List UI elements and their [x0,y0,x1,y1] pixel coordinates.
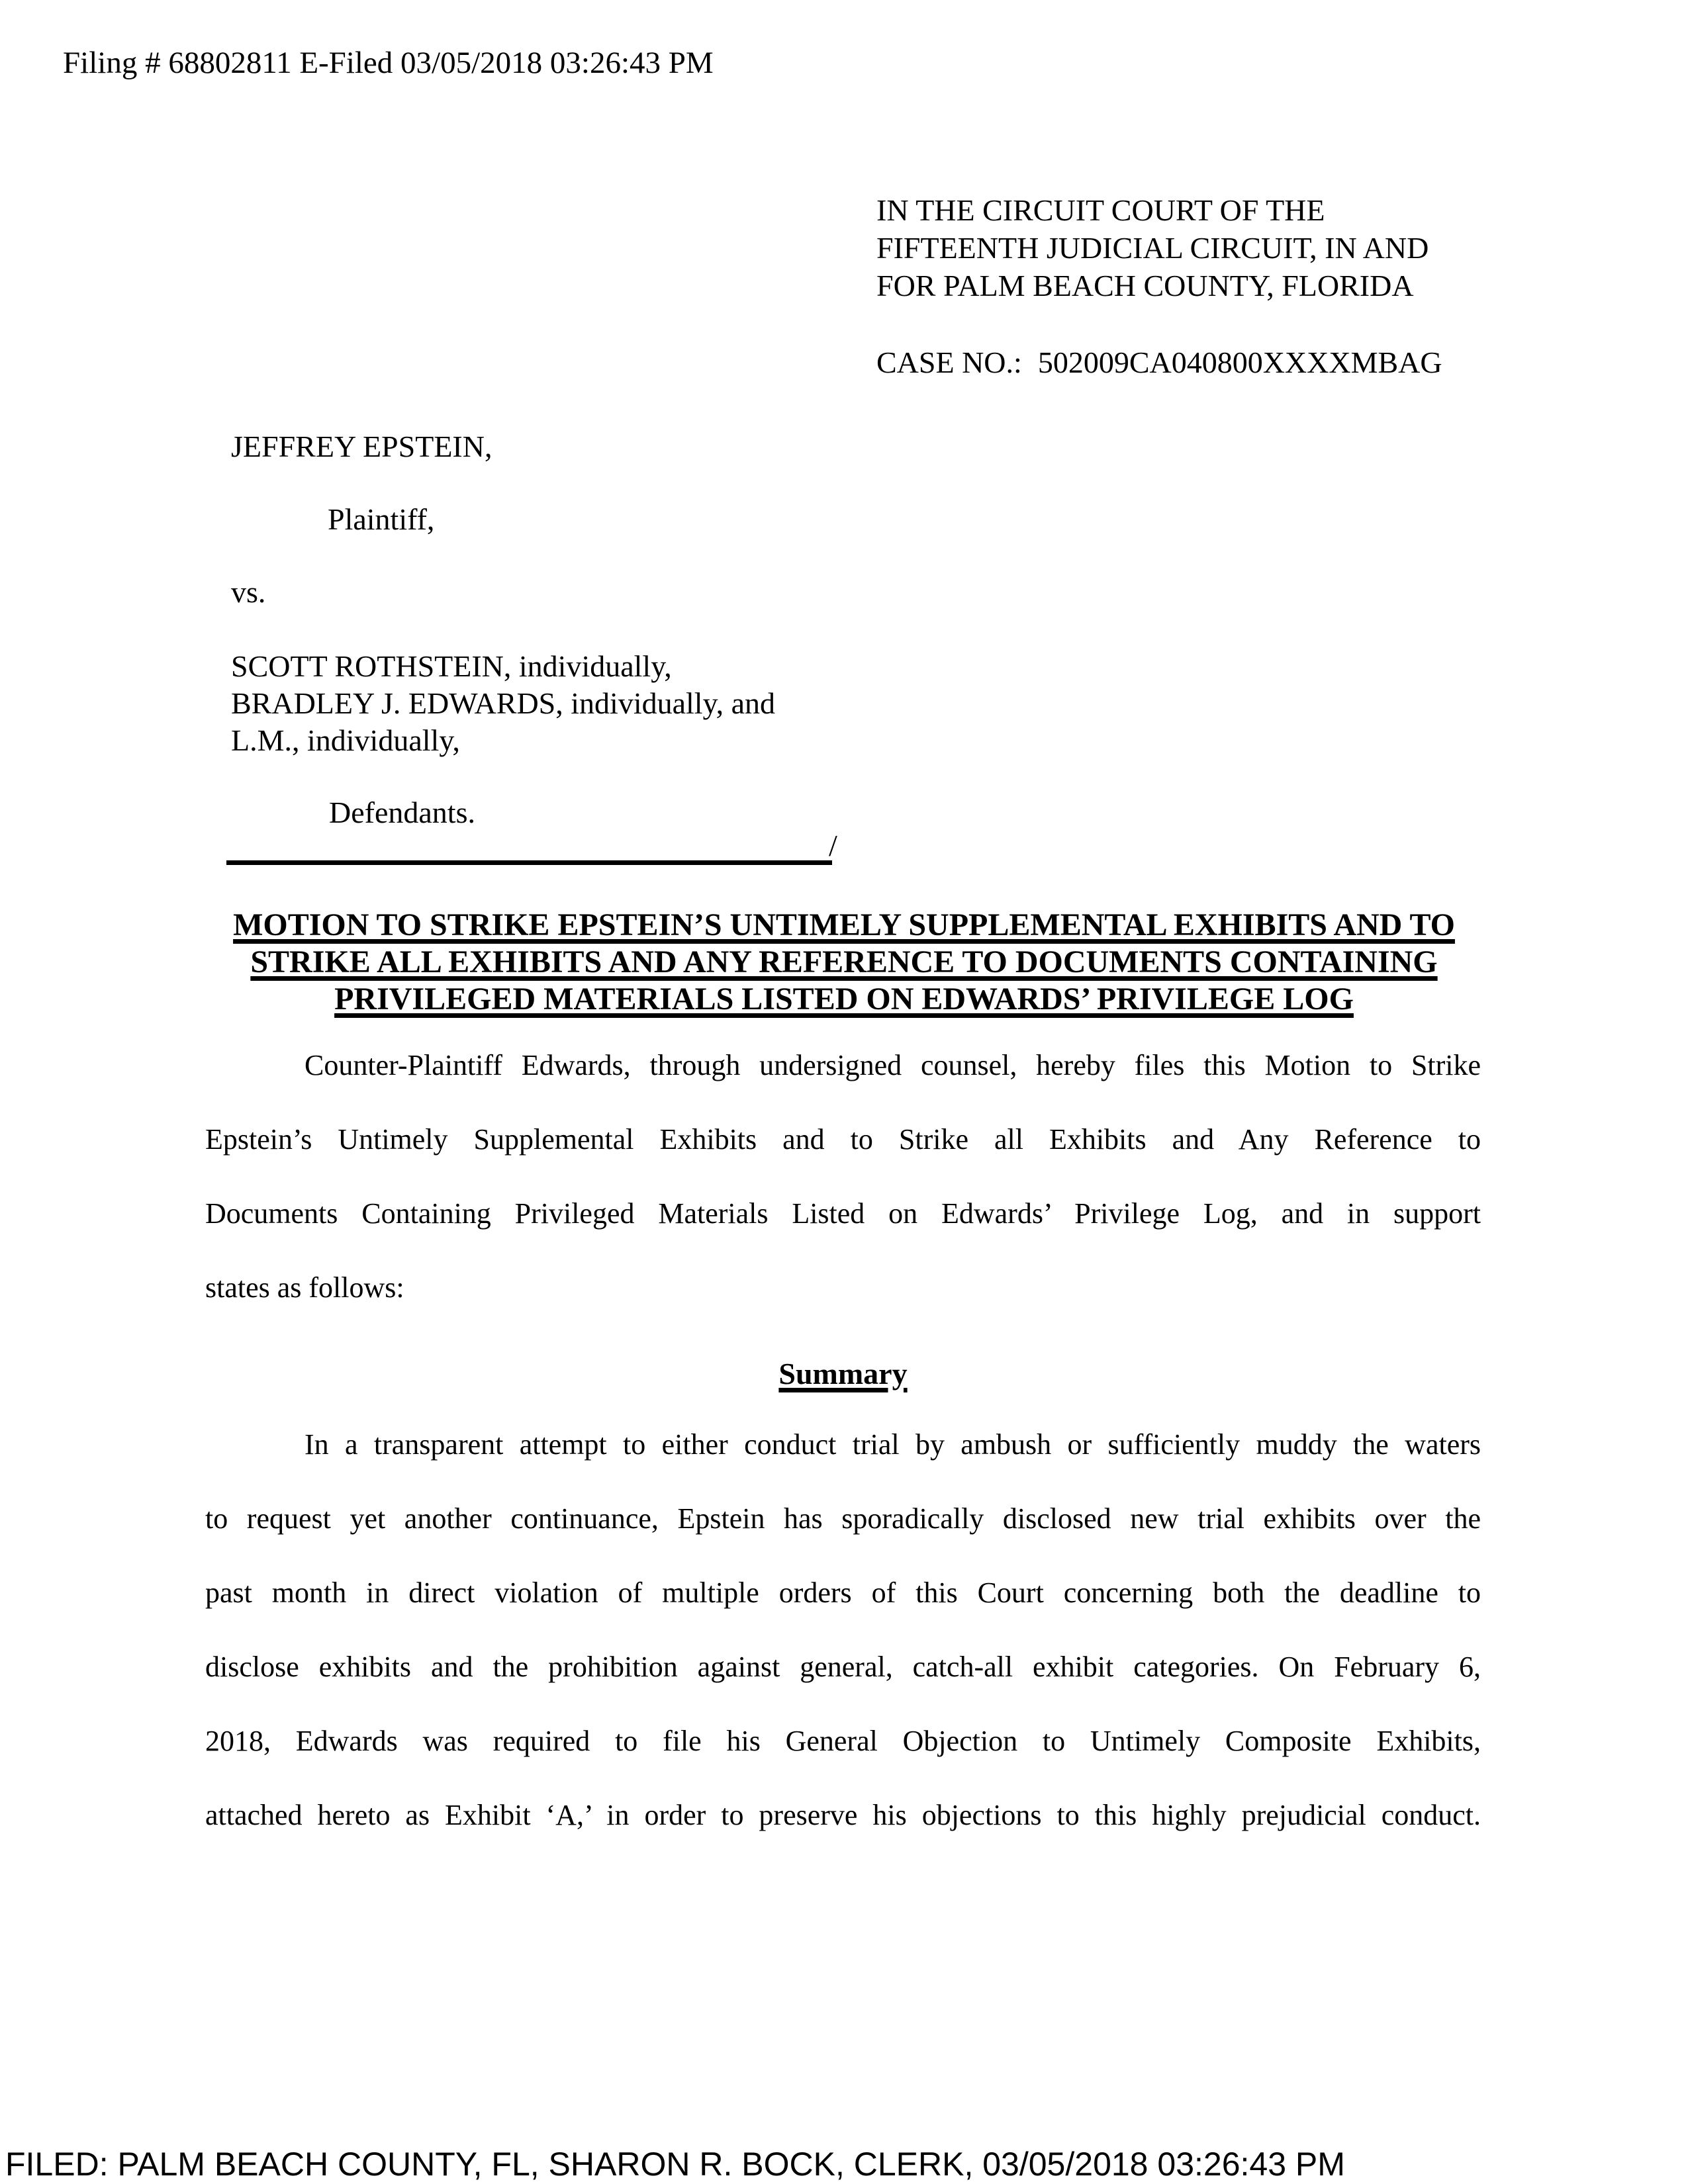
paragraph-line: Documents Containing Privileged Materials Listed on Edwards’ Privilege Log, and in support [205,1197,1481,1230]
paragraph-line: Counter-Plaintiff Edwards, through undersigned counsel, hereby files this Motion to Strike [305,1049,1481,1081]
efiling-stamp-header: Filing # 68802811 E-Filed 03/05/2018 03:26:43 PM [63,46,714,80]
defendants-block [231,648,775,759]
paragraph-line: disclose exhibits and the prohibition against general, catch-all exhibit categories. On February 6, [205,1651,1481,1683]
defendant-name: L.M., individually, [231,723,460,757]
motion-title-line: STRIKE ALL EXHIBITS AND ANY REFERENCE TO DOCUMENTS CONTAINING [250,944,1438,979]
court-name-line: FOR PALM BEACH COUNTY, FLORIDA [876,269,1414,302]
plaintiff-role-label: Plaintiff, [328,502,435,536]
case-number-value: 502009CA040800XXXXMBAG [1037,345,1442,379]
caption-separator-line [226,860,832,865]
plaintiff-name: JEFFREY EPSTEIN, [231,430,492,463]
case-number-line [876,343,1624,381]
motion-title [199,907,1489,1018]
case-number-label: CASE NO.: [876,345,1022,379]
court-name-line: FIFTEENTH JUDICIAL CIRCUIT, IN AND [876,231,1429,265]
paragraph-line: 2018, Edwards was required to file his General Objection to Untimely Composite Exhibits, [205,1725,1481,1757]
court-caption-block [876,191,1624,381]
motion-title-line: MOTION TO STRIKE EPSTEIN’S UNTIMELY SUPPLEMENTAL EXHIBITS AND TO [233,907,1455,942]
summary-paragraph [205,1408,1481,1852]
defendant-name: SCOTT ROTHSTEIN, individually, [231,649,672,683]
clerk-filing-stamp-footer: FILED: PALM BEACH COUNTY, FL, SHARON R. BOCK, CLERK, 03/05/2018 03:26:43 PM [5,2146,1345,2183]
paragraph-line: to request yet another continuance, Epstein has sporadically disclosed new trial exhibits over the [205,1502,1481,1535]
paragraph-line: In a transparent attempt to either conduct trial by ambush or sufficiently muddy the waters [305,1428,1481,1461]
defendants-role-label: Defendants. [329,796,475,829]
summary-heading: Summary [778,1357,908,1390]
caption-separator-slash: / [829,829,837,862]
versus-label: vs. [231,575,266,609]
paragraph-line: Epstein’s Untimely Supplemental Exhibits and to Strike all Exhibits and Any Reference to [205,1123,1481,1156]
paragraph-line: states as follows: [205,1271,404,1304]
defendant-name: BRADLEY J. EDWARDS, individually, and [231,686,776,720]
intro-paragraph [205,1028,1481,1325]
motion-title-line: PRIVILEGED MATERIALS LISTED ON EDWARDS’ PRIVILEGE LOG [334,981,1354,1017]
court-name-line: IN THE CIRCUIT COURT OF THE [876,193,1325,227]
paragraph-line: attached hereto as Exhibit ‘A,’ in order to preserve his objections to this highly prejudicial conduct. [205,1799,1481,1831]
paragraph-line: past month in direct violation of multiple orders of this Court concerning both the deadline to [205,1576,1481,1609]
